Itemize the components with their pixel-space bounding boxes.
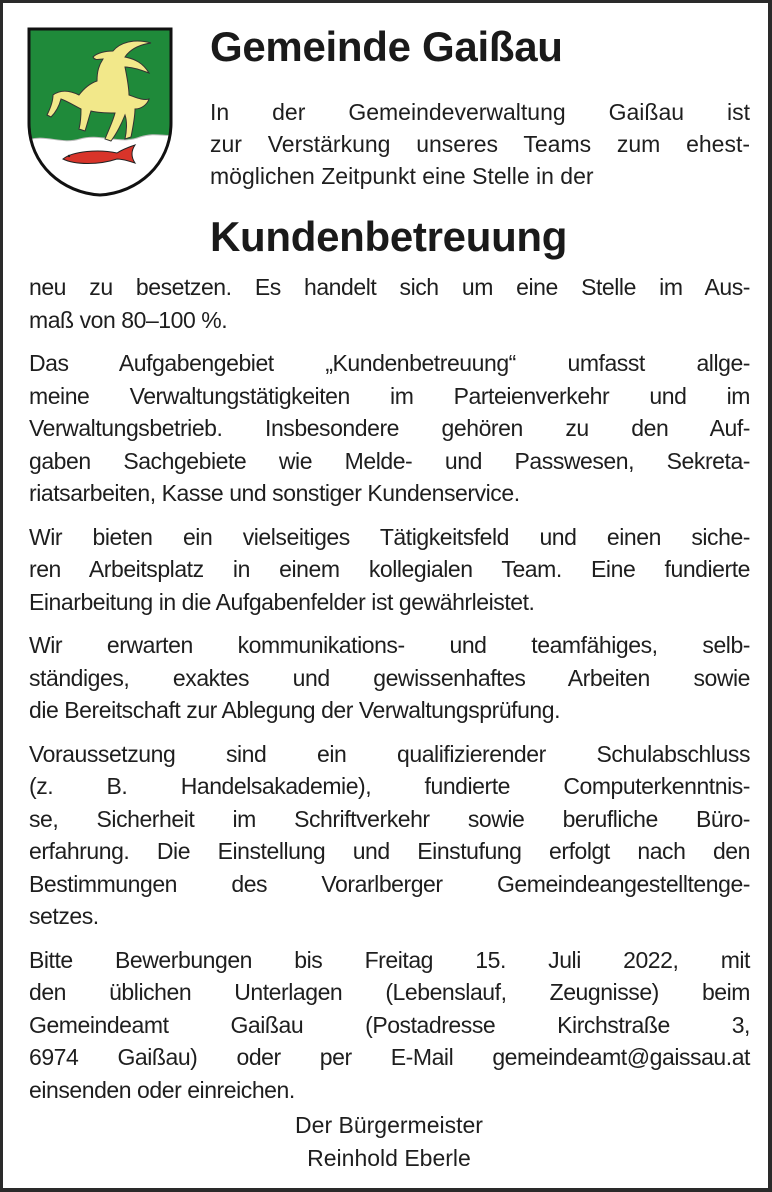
body-text: [29, 271, 750, 1117]
text-line: Einarbeitung in die Aufgabenfelder ist gewährleistet.: [29, 588, 535, 615]
text-line: 6974 Gaißau) oder per E-Mail gemeindeamt@gaissau.at: [29, 1044, 750, 1070]
signature-block: [3, 1109, 772, 1175]
intro-line: möglichen Zeitpunkt eine Stelle in der: [210, 163, 594, 189]
text-line: Wir erwarten kommunikations- und teamfähiges, selb-: [29, 632, 750, 658]
text-line: ständiges, exaktes und gewissenhaftes Arbeiten sowie: [29, 664, 750, 691]
paragraph-application: [29, 944, 750, 1107]
intro-line: In der Gemeindeverwaltung Gaißau ist: [210, 99, 750, 125]
intro-text: [210, 96, 750, 192]
paragraph-requirements: [29, 738, 750, 933]
paragraph-scope: [29, 271, 750, 336]
text-line: Gemeindeamt Gaißau (Postadresse Kirchstraße 3,: [29, 1011, 750, 1038]
paragraph-offer: [29, 521, 750, 619]
municipal-crest-icon: [25, 25, 175, 199]
text-line: setzes.: [29, 903, 99, 929]
paragraph-duties: [29, 347, 750, 510]
text-line: Verwaltungsbetrieb. Insbesondere gehören zu den Auf-: [29, 415, 750, 441]
signature-name: Reinhold Eberle: [307, 1145, 471, 1171]
signature-role: Der Bürgermeister: [295, 1112, 483, 1138]
text-line: maß von 80–100 %.: [29, 306, 228, 333]
text-line: Bitte Bewerbungen bis Freitag 15. Juli 2022, mit: [29, 946, 750, 973]
text-line: (z. B. Handelsakademie), fundierte Computerkenntnis-: [29, 773, 750, 799]
text-line: meine Verwaltungstätigkeiten im Parteienverkehr und im: [29, 382, 750, 409]
text-line: Wir bieten ein vielseitiges Tätigkeitsfeld und einen siche-: [29, 523, 750, 550]
page-title: Gemeinde Gaißau: [210, 23, 563, 70]
text-line: die Bereitschaft zur Ablegung der Verwaltungsprüfung.: [29, 697, 561, 723]
position-title: Kundenbetreuung: [210, 213, 568, 260]
text-line: gaben Sachgebiete wie Melde- und Passwesen, Sekreta-: [29, 447, 750, 474]
text-line: Bestimmungen des Vorarlberger Gemeindeangestelltenge-: [29, 870, 750, 897]
intro-line: zur Verstärkung unseres Teams zum ehest-: [210, 131, 750, 157]
text-line: erfahrung. Die Einstellung und Einstufung erfolgt nach den: [29, 838, 750, 864]
text-line: einsenden oder einreichen.: [29, 1076, 295, 1103]
text-line: Voraussetzung sind ein qualifizierender Schulabschluss: [29, 740, 750, 767]
crest-base: [25, 135, 175, 199]
text-line: Das Aufgabengebiet „Kundenbetreuung“ umfasst allge-: [29, 350, 750, 376]
paragraph-expectations: [29, 629, 750, 727]
text-line: riatsarbeiten, Kasse und sonstiger Kundenservice.: [29, 480, 520, 506]
text-line: neu zu besetzen. Es handelt sich um eine Stelle im Aus-: [29, 274, 750, 300]
text-line: den üblichen Unterlagen (Lebenslauf, Zeugnisse) beim: [29, 979, 750, 1005]
text-line: ren Arbeitsplatz in einem kollegialen Team. Eine fundierte: [29, 556, 750, 582]
text-line: se, Sicherheit im Schriftverkehr sowie berufliche Büro-: [29, 805, 750, 832]
